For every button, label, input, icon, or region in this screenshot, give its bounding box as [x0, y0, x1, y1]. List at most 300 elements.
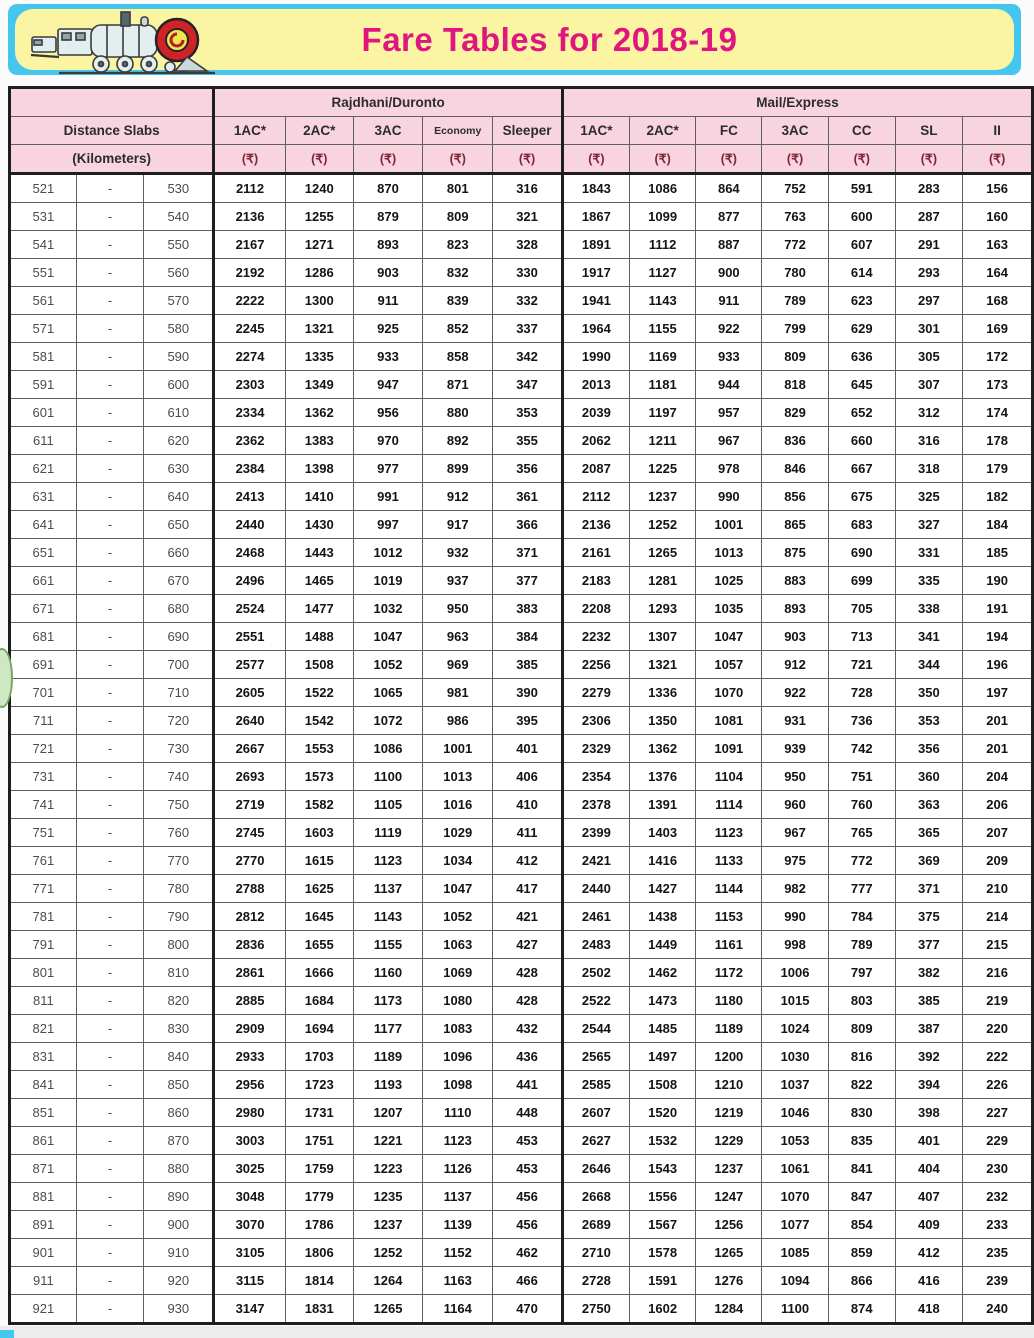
fare-cell: 191: [963, 595, 1033, 623]
fare-cell: 2861: [214, 959, 286, 987]
fare-cell: 809: [762, 343, 829, 371]
fare-cell: 2605: [214, 679, 286, 707]
distance-to: 570: [144, 287, 214, 315]
fare-cell: 1181: [629, 371, 696, 399]
fare-row: [10, 1239, 1033, 1267]
distance-from: 901: [10, 1239, 77, 1267]
fare-cell: 2245: [214, 315, 286, 343]
fare-cell: 822: [828, 1071, 895, 1099]
fare-cell: 2524: [214, 595, 286, 623]
fare-cell: 2667: [214, 735, 286, 763]
distance-from: 621: [10, 455, 77, 483]
distance-header-blank: [10, 88, 214, 117]
fare-cell: 871: [423, 371, 493, 399]
currency-header-row: [10, 145, 1033, 174]
fare-cell: 2502: [562, 959, 629, 987]
col-raj-sleeper: Sleeper: [493, 117, 563, 145]
fare-cell: 2544: [562, 1015, 629, 1043]
fare-cell: 160: [963, 203, 1033, 231]
fare-cell: 660: [828, 427, 895, 455]
fare-cell: 2522: [562, 987, 629, 1015]
fare-cell: 975: [762, 847, 829, 875]
fare-cell: 1012: [353, 539, 423, 567]
fare-cell: 1080: [423, 987, 493, 1015]
fare-cell: 1321: [285, 315, 353, 343]
fare-cell: 721: [828, 651, 895, 679]
distance-from: 761: [10, 847, 77, 875]
rupee-cell: (₹): [963, 145, 1033, 174]
fare-cell: 1015: [762, 987, 829, 1015]
fare-cell: 1077: [762, 1211, 829, 1239]
distance-from: 831: [10, 1043, 77, 1071]
col-mail-3ac: 3AC: [762, 117, 829, 145]
fare-cell: 1336: [629, 679, 696, 707]
fare-cell: 1759: [285, 1155, 353, 1183]
fare-cell: 2607: [562, 1099, 629, 1127]
fare-cell: 809: [828, 1015, 895, 1043]
fare-cell: 883: [762, 567, 829, 595]
distance-to: 890: [144, 1183, 214, 1211]
fare-cell: 986: [423, 707, 493, 735]
fare-cell: 1917: [562, 259, 629, 287]
fare-cell: 1335: [285, 343, 353, 371]
fare-cell: 2399: [562, 819, 629, 847]
fare-cell: 600: [828, 203, 895, 231]
fare-cell: 591: [828, 174, 895, 203]
range-dash: -: [76, 763, 144, 791]
fare-cell: 1152: [423, 1239, 493, 1267]
rupee-cell: (₹): [493, 145, 563, 174]
distance-slabs-label: Distance Slabs: [10, 117, 214, 145]
distance-from: 551: [10, 259, 77, 287]
fare-cell: 1221: [353, 1127, 423, 1155]
fare-cell: 645: [828, 371, 895, 399]
fare-row: [10, 819, 1033, 847]
fare-cell: 887: [696, 231, 762, 259]
fare-cell: 412: [895, 1239, 963, 1267]
fare-cell: 297: [895, 287, 963, 315]
fare-cell: 287: [895, 203, 963, 231]
distance-from: 681: [10, 623, 77, 651]
fare-cell: 1123: [696, 819, 762, 847]
fare-cell: 293: [895, 259, 963, 287]
fare-cell: 185: [963, 539, 1033, 567]
distance-to: 640: [144, 483, 214, 511]
fare-cell: 998: [762, 931, 829, 959]
fare-cell: 416: [895, 1267, 963, 1295]
fare-cell: 1211: [629, 427, 696, 455]
fare-cell: 222: [963, 1043, 1033, 1071]
fare-cell: 957: [696, 399, 762, 427]
fare-cell: 2689: [562, 1211, 629, 1239]
fare-cell: 931: [762, 707, 829, 735]
fare-cell: 2440: [214, 511, 286, 539]
fare-cell: 1229: [696, 1127, 762, 1155]
fare-cell: 1163: [423, 1267, 493, 1295]
fare-cell: 1806: [285, 1239, 353, 1267]
fare-row: [10, 455, 1033, 483]
fare-cell: 2551: [214, 623, 286, 651]
fare-cell: 967: [696, 427, 762, 455]
fare-cell: 937: [423, 567, 493, 595]
fare-cell: 316: [895, 427, 963, 455]
fare-cell: 1443: [285, 539, 353, 567]
fare-cell: 411: [493, 819, 563, 847]
fare-cell: 1037: [762, 1071, 829, 1099]
fare-cell: 832: [423, 259, 493, 287]
distance-to: 790: [144, 903, 214, 931]
fare-cell: 436: [493, 1043, 563, 1071]
fare-cell: 312: [895, 399, 963, 427]
fare-cell: 847: [828, 1183, 895, 1211]
fare-cell: 2039: [562, 399, 629, 427]
fare-cell: 1137: [353, 875, 423, 903]
fare-cell: 1265: [353, 1295, 423, 1324]
range-dash: -: [76, 287, 144, 315]
fare-cell: 1047: [423, 875, 493, 903]
fare-cell: 809: [423, 203, 493, 231]
fare-cell: 1349: [285, 371, 353, 399]
range-dash: -: [76, 1043, 144, 1071]
col-raj-2ac: 2AC*: [285, 117, 353, 145]
fare-cell: 3003: [214, 1127, 286, 1155]
fare-cell: 353: [493, 399, 563, 427]
fare-cell: 751: [828, 763, 895, 791]
fare-row: [10, 763, 1033, 791]
fare-cell: 207: [963, 819, 1033, 847]
fare-cell: 1271: [285, 231, 353, 259]
fare-cell: 1032: [353, 595, 423, 623]
fare-table-body: [10, 174, 1033, 1324]
fare-cell: 307: [895, 371, 963, 399]
fare-cell: 1488: [285, 623, 353, 651]
distance-to: 750: [144, 791, 214, 819]
fare-cell: 2788: [214, 875, 286, 903]
col-mail-2ac: 2AC*: [629, 117, 696, 145]
fare-cell: 1542: [285, 707, 353, 735]
rupee-cell: (₹): [696, 145, 762, 174]
fare-row: [10, 1043, 1033, 1071]
fare-cell: 1276: [696, 1267, 762, 1295]
fare-cell: 1061: [762, 1155, 829, 1183]
distance-to: 820: [144, 987, 214, 1015]
fare-cell: 1473: [629, 987, 696, 1015]
fare-cell: 925: [353, 315, 423, 343]
fare-cell: 1843: [562, 174, 629, 203]
group-mail-express: Mail/Express: [562, 88, 1032, 117]
fare-cell: 291: [895, 231, 963, 259]
fare-cell: 1731: [285, 1099, 353, 1127]
fare-cell: 350: [895, 679, 963, 707]
range-dash: -: [76, 595, 144, 623]
fare-cell: 456: [493, 1211, 563, 1239]
fare-cell: 1143: [353, 903, 423, 931]
fare-cell: 163: [963, 231, 1033, 259]
range-dash: -: [76, 791, 144, 819]
fare-cell: 375: [895, 903, 963, 931]
fare-cell: 1293: [629, 595, 696, 623]
fare-row: [10, 735, 1033, 763]
fare-cell: 427: [493, 931, 563, 959]
fare-cell: 2719: [214, 791, 286, 819]
fare-cell: 2693: [214, 763, 286, 791]
distance-from: 731: [10, 763, 77, 791]
fare-cell: 874: [828, 1295, 895, 1324]
range-dash: -: [76, 875, 144, 903]
fare-cell: 387: [895, 1015, 963, 1043]
fare-cell: 1006: [762, 959, 829, 987]
fare-cell: 215: [963, 931, 1033, 959]
range-dash: -: [76, 1267, 144, 1295]
fare-cell: 2279: [562, 679, 629, 707]
fare-cell: 1391: [629, 791, 696, 819]
col-mail-sl: SL: [895, 117, 963, 145]
fare-row: [10, 959, 1033, 987]
distance-to: 720: [144, 707, 214, 735]
distance-from: 751: [10, 819, 77, 847]
fare-cell: 356: [493, 455, 563, 483]
distance-from: 661: [10, 567, 77, 595]
fare-cell: 1180: [696, 987, 762, 1015]
fare-cell: 977: [353, 455, 423, 483]
fare-cell: 1255: [285, 203, 353, 231]
fare-cell: 1645: [285, 903, 353, 931]
fare-cell: 823: [423, 231, 493, 259]
fare-cell: 1035: [696, 595, 762, 623]
fare-cell: 341: [895, 623, 963, 651]
distance-to: 740: [144, 763, 214, 791]
fare-cell: 328: [493, 231, 563, 259]
range-dash: -: [76, 427, 144, 455]
group-header-row: [10, 88, 1033, 117]
fare-cell: 1094: [762, 1267, 829, 1295]
col-mail-fc: FC: [696, 117, 762, 145]
fare-cell: 371: [895, 875, 963, 903]
fare-cell: 1602: [629, 1295, 696, 1324]
distance-from: 891: [10, 1211, 77, 1239]
fare-cell: 1086: [353, 735, 423, 763]
fare-row: [10, 651, 1033, 679]
range-dash: -: [76, 371, 144, 399]
fare-cell: 899: [423, 455, 493, 483]
distance-from: 671: [10, 595, 77, 623]
fare-cell: 865: [762, 511, 829, 539]
col-raj-3ac: 3AC: [353, 117, 423, 145]
fare-cell: 1398: [285, 455, 353, 483]
fare-cell: 1197: [629, 399, 696, 427]
distance-to: 710: [144, 679, 214, 707]
fare-cell: 2440: [562, 875, 629, 903]
distance-from: 811: [10, 987, 77, 1015]
fare-cell: 784: [828, 903, 895, 931]
fare-cell: 763: [762, 203, 829, 231]
fare-cell: 2585: [562, 1071, 629, 1099]
fare-cell: 2468: [214, 539, 286, 567]
distance-to: 580: [144, 315, 214, 343]
fare-cell: 432: [493, 1015, 563, 1043]
fare-row: [10, 287, 1033, 315]
fare-cell: 240: [963, 1295, 1033, 1324]
fare-row: [10, 1015, 1033, 1043]
fare-row: [10, 483, 1033, 511]
fare-cell: 1160: [353, 959, 423, 987]
fare-row: [10, 623, 1033, 651]
fare-cell: 173: [963, 371, 1033, 399]
fare-cell: 383: [493, 595, 563, 623]
fare-cell: 233: [963, 1211, 1033, 1239]
fare-cell: 846: [762, 455, 829, 483]
fare-cell: 789: [828, 931, 895, 959]
fare-cell: 854: [828, 1211, 895, 1239]
fare-cell: 417: [493, 875, 563, 903]
fare-cell: 981: [423, 679, 493, 707]
distance-from: 571: [10, 315, 77, 343]
distance-from: 541: [10, 231, 77, 259]
fare-row: [10, 931, 1033, 959]
fare-cell: 401: [493, 735, 563, 763]
rupee-cell: (₹): [895, 145, 963, 174]
col-raj-1ac: 1AC*: [214, 117, 286, 145]
fare-cell: 933: [696, 343, 762, 371]
fare-cell: 2384: [214, 455, 286, 483]
fare-row: [10, 259, 1033, 287]
fare-cell: 1019: [353, 567, 423, 595]
fare-cell: 204: [963, 763, 1033, 791]
fare-cell: 1155: [353, 931, 423, 959]
fare-cell: 836: [762, 427, 829, 455]
fare-cell: 829: [762, 399, 829, 427]
fare-cell: 607: [828, 231, 895, 259]
fare-cell: 922: [762, 679, 829, 707]
fare-cell: 911: [353, 287, 423, 315]
fare-cell: 330: [493, 259, 563, 287]
rupee-cell: (₹): [762, 145, 829, 174]
range-dash: -: [76, 987, 144, 1015]
fare-cell: 922: [696, 315, 762, 343]
distance-from: 771: [10, 875, 77, 903]
fare-cell: 2167: [214, 231, 286, 259]
fare-cell: 879: [353, 203, 423, 231]
fare-cell: 1964: [562, 315, 629, 343]
fare-cell: 3115: [214, 1267, 286, 1295]
fare-cell: 365: [895, 819, 963, 847]
range-dash: -: [76, 959, 144, 987]
fare-cell: 3048: [214, 1183, 286, 1211]
fare-cell: 301: [895, 315, 963, 343]
fare-cell: 1508: [629, 1071, 696, 1099]
fare-cell: 2461: [562, 903, 629, 931]
fare-cell: 1247: [696, 1183, 762, 1211]
fare-cell: 1990: [562, 343, 629, 371]
fare-cell: 1133: [696, 847, 762, 875]
fare-cell: 866: [828, 1267, 895, 1295]
fare-row: [10, 903, 1033, 931]
range-dash: -: [76, 931, 144, 959]
range-dash: -: [76, 1127, 144, 1155]
fare-cell: 178: [963, 427, 1033, 455]
fare-cell: 1110: [423, 1099, 493, 1127]
fare-cell: 2627: [562, 1127, 629, 1155]
fare-cell: 1723: [285, 1071, 353, 1099]
fare-cell: 892: [423, 427, 493, 455]
fare-cell: 172: [963, 343, 1033, 371]
fare-cell: 1237: [696, 1155, 762, 1183]
fare-cell: 1112: [629, 231, 696, 259]
fare-cell: 705: [828, 595, 895, 623]
fare-cell: 2909: [214, 1015, 286, 1043]
fare-row: [10, 511, 1033, 539]
fare-cell: 1052: [423, 903, 493, 931]
fare-cell: 1465: [285, 567, 353, 595]
fare-cell: 363: [895, 791, 963, 819]
kilometers-label: (Kilometers): [10, 145, 214, 174]
fare-cell: 858: [423, 343, 493, 371]
rupee-cell: (₹): [828, 145, 895, 174]
fare-cell: 239: [963, 1267, 1033, 1295]
fare-cell: 361: [493, 483, 563, 511]
range-dash: -: [76, 539, 144, 567]
fare-cell: 816: [828, 1043, 895, 1071]
fare-cell: 1867: [562, 203, 629, 231]
distance-to: 870: [144, 1127, 214, 1155]
col-mail-cc: CC: [828, 117, 895, 145]
fare-cell: 900: [696, 259, 762, 287]
distance-from: 701: [10, 679, 77, 707]
fare-cell: 1052: [353, 651, 423, 679]
fare-cell: 2222: [214, 287, 286, 315]
fare-cell: 1284: [696, 1295, 762, 1324]
range-dash: -: [76, 399, 144, 427]
range-dash: -: [76, 1015, 144, 1043]
fare-cell: 893: [353, 231, 423, 259]
fare-cell: 1219: [696, 1099, 762, 1127]
fare-cell: 856: [762, 483, 829, 511]
fare-cell: 1100: [762, 1295, 829, 1324]
fare-cell: 201: [963, 707, 1033, 735]
fare-cell: 864: [696, 174, 762, 203]
fare-cell: 1172: [696, 959, 762, 987]
fare-cell: 216: [963, 959, 1033, 987]
fare-cell: 870: [353, 174, 423, 203]
fare-cell: 1321: [629, 651, 696, 679]
fare-cell: 752: [762, 174, 829, 203]
distance-to: 900: [144, 1211, 214, 1239]
fare-cell: 636: [828, 343, 895, 371]
fare-cell: 394: [895, 1071, 963, 1099]
fare-row: [10, 315, 1033, 343]
fare-cell: 174: [963, 399, 1033, 427]
range-dash: -: [76, 174, 144, 203]
distance-from: 871: [10, 1155, 77, 1183]
distance-to: 560: [144, 259, 214, 287]
fare-cell: 156: [963, 174, 1033, 203]
fare-cell: 1189: [696, 1015, 762, 1043]
range-dash: -: [76, 1211, 144, 1239]
fare-cell: 912: [762, 651, 829, 679]
fare-cell: 404: [895, 1155, 963, 1183]
fare-cell: 398: [895, 1099, 963, 1127]
fare-cell: 385: [895, 987, 963, 1015]
fare-cell: 1114: [696, 791, 762, 819]
distance-from: 911: [10, 1267, 77, 1295]
fare-cell: 991: [353, 483, 423, 511]
fare-cell: 1751: [285, 1127, 353, 1155]
fare-cell: 470: [493, 1295, 563, 1324]
fare-cell: 683: [828, 511, 895, 539]
distance-to: 840: [144, 1043, 214, 1071]
fare-cell: 780: [762, 259, 829, 287]
fare-cell: 1477: [285, 595, 353, 623]
